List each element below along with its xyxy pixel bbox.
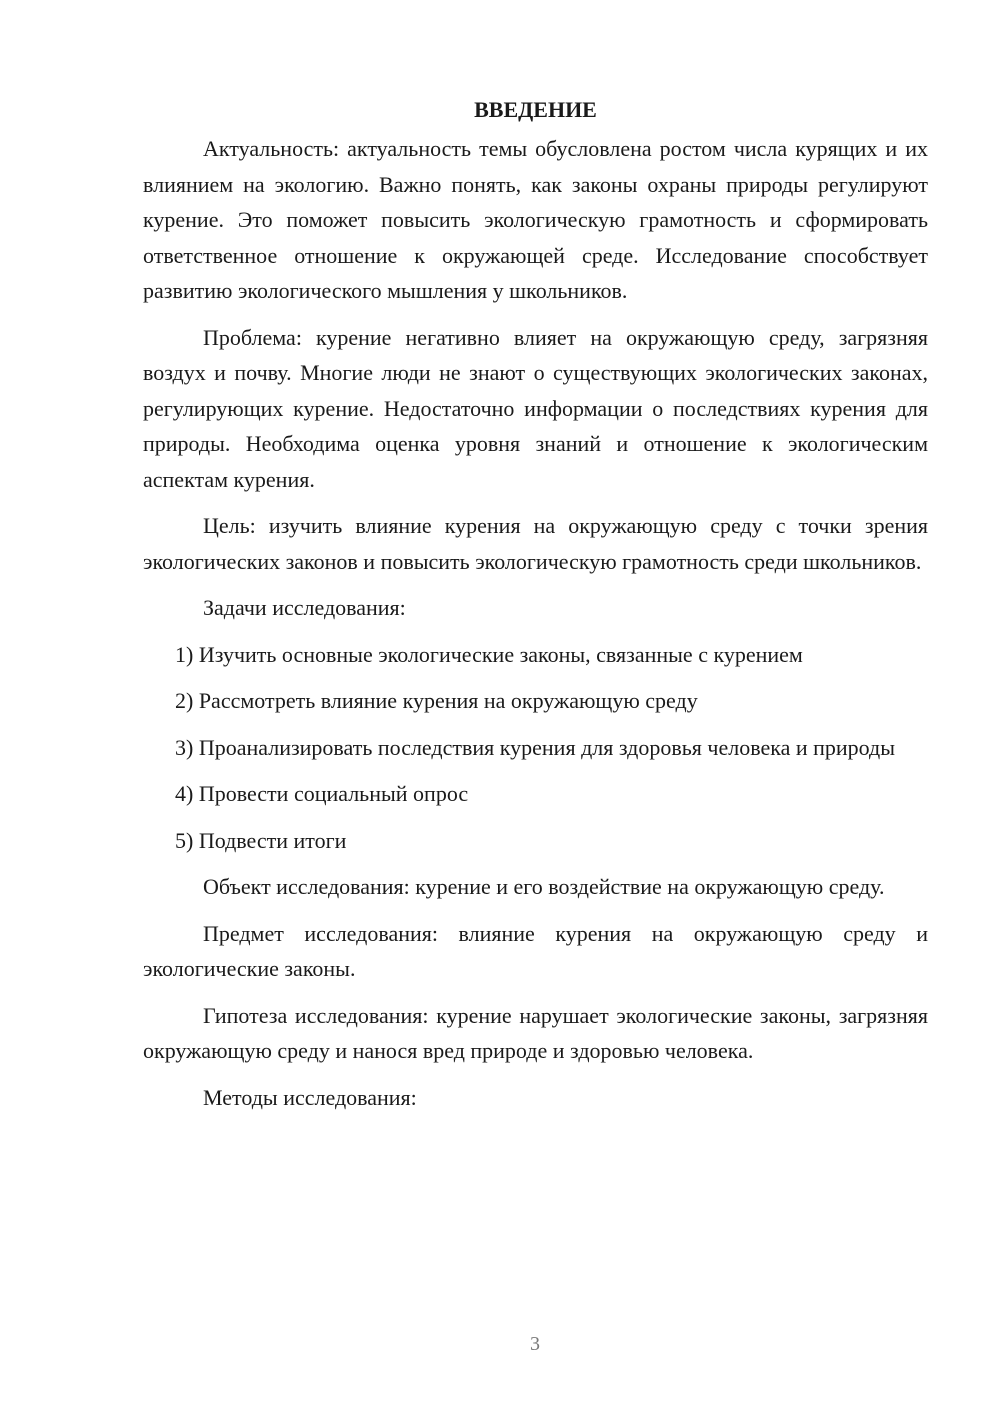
paragraph-relevance: Актуальность: актуальность темы обусловлена ростом числа курящих и их влиянием на экологию. Важно понять, как законы охраны природы регулируют курение. Это поможет повысить экологическую грамотность и сформировать ответственное отношение к окружающей среде. Исследование способствует развитию экологического мышления у школьников.	[143, 136, 928, 303]
task-item-2: 2) Рассмотреть влияние курения на окружающую среду	[175, 688, 698, 713]
task-item-5: 5) Подвести итоги	[175, 827, 347, 853]
paragraph-subject: Предмет исследования: влияние курения на окружающую среду и экологические законы.	[143, 920, 928, 981]
section-title: ВВЕДЕНИЕ	[474, 97, 597, 122]
paragraph-object: Объект исследования: курение и его воздействие на окружающую среду.	[203, 874, 885, 899]
task-item-4: 4) Провести социальный опрос	[175, 781, 469, 806]
task-item-3: 3) Проанализировать последствия курения для здоровья человека и природы	[175, 734, 895, 760]
paragraph-methods-heading: Методы исследования:	[203, 1084, 417, 1110]
page-content	[143, 92, 928, 1126]
paragraph-problem: Проблема: курение негативно влияет на окружающую среду, загрязняя воздух и почву. Многие люди не знают о существующих экологических законах, регулирующих курение. Недостаточно информации о последствиях курения для природы. Необходима оценка уровня знаний и отношение к экологическим аспектам курения.	[143, 324, 928, 492]
paragraph-goal: Цель: изучить влияние курения на окружающую среду с точки зрения экологических законов и повысить экологическую грамотность среди школьников.	[143, 513, 928, 574]
task-item-1: 1) Изучить основные экологические законы, связанные с курением	[175, 641, 803, 667]
page-number: 3	[530, 1333, 540, 1355]
paragraph-hypothesis: Гипотеза исследования: курение нарушает экологические законы, загрязняя окружающую среду и нанося вред природе и здоровью человека.	[143, 1002, 928, 1063]
paragraph-tasks-heading: Задачи исследования:	[203, 595, 406, 620]
